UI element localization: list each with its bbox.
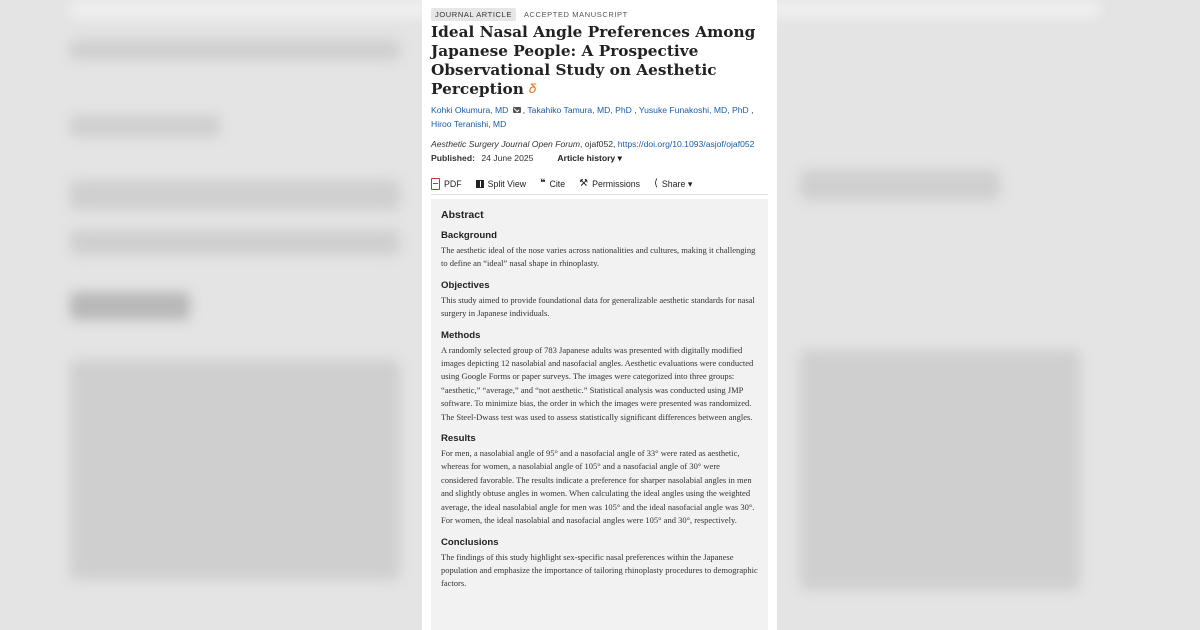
accepted-manuscript-badge: ACCEPTED MANUSCRIPT — [523, 10, 628, 19]
article-title-text: Ideal Nasal Angle Preferences Among Japanese People: A Prospective Observational Study on Aesthetic Perception — [431, 23, 756, 98]
section-text-conclusions: The findings of this study highlight sex-specific nasal preferences within the Japanese population and emphasize the importance of tailoring rhinoplasty procedures to demographic factors. — [441, 551, 758, 589]
share-icon: ⟨ — [654, 178, 658, 189]
section-heading-objectives: Objectives — [441, 279, 490, 291]
section-heading-results: Results — [441, 433, 476, 445]
article-panel — [422, 0, 777, 630]
pdf-label: PDF — [444, 179, 462, 189]
share-button[interactable] — [654, 179, 692, 190]
published-date: 24 June 2025 — [481, 153, 534, 163]
article-title — [431, 23, 768, 99]
open-access-lock-icon: 𝛿 — [529, 82, 537, 97]
citation-line — [431, 139, 768, 149]
abstract-heading: Abstract — [441, 209, 484, 221]
section-heading-background: Background — [441, 230, 497, 241]
section-text-objectives: This study aimed to provide foundational data for generalizable aesthetic standards for nasal surgery in Japanese individuals. — [441, 294, 755, 319]
published-label: Published: — [431, 153, 475, 163]
section-heading-conclusions: Conclusions — [441, 536, 499, 548]
cite-button[interactable] — [540, 179, 565, 189]
author-link[interactable]: Kohki Okumura, MD — [431, 105, 509, 115]
article-toolbar — [431, 178, 768, 195]
quote-icon: ❝ — [540, 178, 546, 189]
author-link[interactable]: Yusuke Funakoshi, MD, PhD — [638, 105, 749, 115]
section-heading-methods: Methods — [441, 329, 481, 341]
permissions-label: Permissions — [592, 179, 640, 189]
journal-name: Aesthetic Surgery Journal Open Forum — [431, 139, 581, 149]
publication-info — [431, 153, 768, 164]
section-text-results: For men, a nasolabial angle of 95° and a nasofacial angle of 33° were rated as aesthetic, whereas for women, a nasolabial angle of 105° and a nasofacial angle of 30° were considered favorable. The results indicate a preference for sharper nasolabial angles in men and slightly obtuse angles in women. When calculating the ideal angles using the weighted average, the ideal nasolabial angle for men was 105° and the ideal nasofacial angle was 30°. For women, the ideal nasolabial and nasofacial angles were 105° and 30°, respectively. — [441, 448, 755, 526]
article-id: , ojaf052, — [580, 139, 618, 149]
section-text-methods: A randomly selected group of 783 Japanese adults was presented with digitally modified images depicting 12 nasolabial and nasofacial angles. Aesthetic evaluations were conducted using Google Forms or paper surveys. The images were categorized into three groups: “aesthetic,” “average,” and “not aesthetic.” Statistical analysis was conducted using JMP software. To minimize bias, the order in which the images were presented was randomized. The Steel-Dwass test was used to assess statistically significant differences between angles. — [441, 344, 754, 422]
article-history-toggle[interactable]: Article history ▾ — [557, 153, 622, 163]
doi-link[interactable]: https://doi.org/10.1093/asjof/ojaf052 — [617, 139, 755, 149]
article-badges — [431, 8, 768, 21]
pdf-button[interactable] — [431, 178, 462, 190]
split-view-icon — [476, 180, 484, 188]
author-link[interactable]: Takahiko Tamura, MD, PhD — [527, 105, 632, 115]
wrench-icon: ⚒ — [579, 178, 589, 189]
cite-label: Cite — [549, 179, 566, 189]
share-label: Share ▾ — [661, 178, 693, 189]
published-date-row — [431, 153, 533, 164]
author-list: Kohki Okumura, MD , Takahiko Tamura, MD, PhD , Yusuke Funakoshi, MD, PhD , Hiroo Teranishi, MD — [431, 105, 754, 129]
permissions-button[interactable] — [579, 179, 640, 189]
author-link[interactable]: Hiroo Teranishi, MD — [431, 119, 507, 129]
pdf-icon — [431, 178, 440, 190]
email-icon[interactable] — [513, 107, 521, 113]
section-text-background: The aesthetic ideal of the nose varies across nationalities and cultures, making it challenging to define an “ideal” nasal shape in rhinoplasty. — [441, 245, 756, 269]
abstract-box — [431, 199, 768, 630]
split-view-label: Split View — [487, 179, 527, 189]
split-view-button[interactable] — [476, 179, 526, 189]
article-type-badge: JOURNAL ARTICLE — [431, 8, 516, 21]
